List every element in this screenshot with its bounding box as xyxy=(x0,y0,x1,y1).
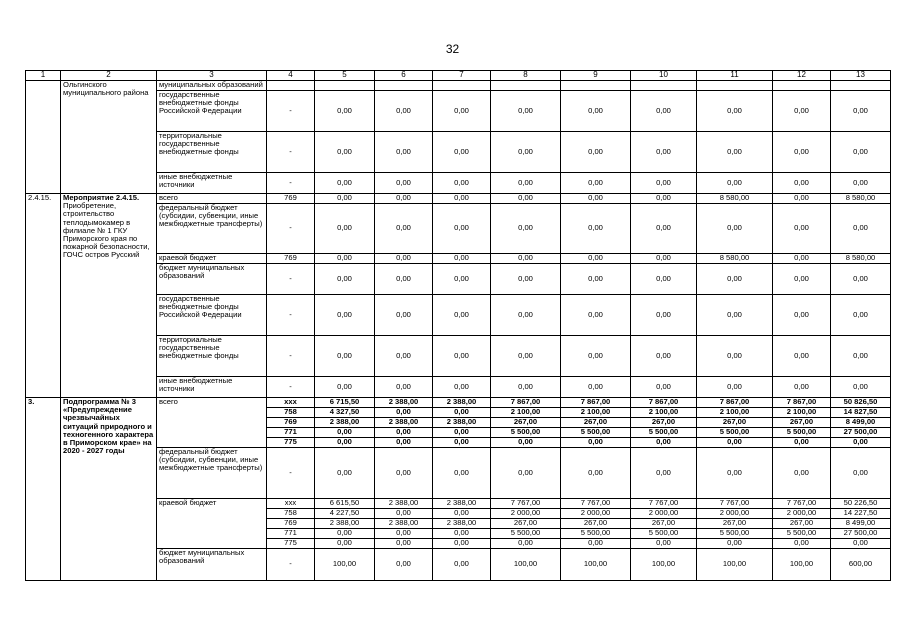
value-cell: 0,00 xyxy=(375,408,433,418)
value-cell: 0,00 xyxy=(315,132,375,173)
value-cell: 7 867,00 xyxy=(491,398,561,408)
value-cell: 0,00 xyxy=(315,254,375,264)
value-cell: 0,00 xyxy=(491,194,561,204)
value-cell: 0,00 xyxy=(773,438,831,448)
column-header: 10 xyxy=(631,71,697,81)
code-cell: ххх xyxy=(267,398,315,408)
value-cell: 0,00 xyxy=(561,91,631,132)
source-label: краевой бюджет xyxy=(157,254,267,264)
value-cell xyxy=(315,81,375,91)
value-cell: 2 388,00 xyxy=(433,398,491,408)
value-cell: 0,00 xyxy=(375,428,433,438)
value-cell: 267,00 xyxy=(561,418,631,428)
row-number: 3. xyxy=(26,398,61,581)
value-cell: 5 500,00 xyxy=(631,428,697,438)
value-cell: 0,00 xyxy=(831,448,891,499)
value-cell: 0,00 xyxy=(697,264,773,295)
code-cell: 769 xyxy=(267,194,315,204)
value-cell: 0,00 xyxy=(433,264,491,295)
value-cell: 2 100,00 xyxy=(631,408,697,418)
column-header: 11 xyxy=(697,71,773,81)
value-cell: 0,00 xyxy=(773,377,831,398)
value-cell: 0,00 xyxy=(491,204,561,254)
value-cell: 0,00 xyxy=(773,336,831,377)
value-cell: 0,00 xyxy=(831,132,891,173)
value-cell: 0,00 xyxy=(375,549,433,581)
column-header: 6 xyxy=(375,71,433,81)
value-cell: 0,00 xyxy=(315,295,375,336)
value-cell: 0,00 xyxy=(375,529,433,539)
column-header: 5 xyxy=(315,71,375,81)
value-cell: 0,00 xyxy=(773,264,831,295)
value-cell: 8 499,00 xyxy=(831,418,891,428)
value-cell: 2 000,00 xyxy=(491,509,561,519)
value-cell: 2 100,00 xyxy=(773,408,831,418)
table-row xyxy=(26,81,891,91)
value-cell: 0,00 xyxy=(433,539,491,549)
code-cell: - xyxy=(267,264,315,295)
value-cell: 0,00 xyxy=(773,132,831,173)
value-cell: 0,00 xyxy=(433,438,491,448)
value-cell: 0,00 xyxy=(375,377,433,398)
value-cell: 7 867,00 xyxy=(561,398,631,408)
value-cell: 5 500,00 xyxy=(773,428,831,438)
value-cell: 267,00 xyxy=(631,418,697,428)
value-cell: 0,00 xyxy=(315,438,375,448)
code-cell: - xyxy=(267,173,315,194)
value-cell: 0,00 xyxy=(561,254,631,264)
value-cell: 0,00 xyxy=(773,194,831,204)
value-cell xyxy=(375,81,433,91)
value-cell: 0,00 xyxy=(697,204,773,254)
value-cell: 600,00 xyxy=(831,549,891,581)
header-row xyxy=(26,71,891,81)
value-cell: 2 388,00 xyxy=(433,519,491,529)
value-cell: 0,00 xyxy=(433,408,491,418)
source-label: всего xyxy=(157,398,267,448)
value-cell: 0,00 xyxy=(433,295,491,336)
value-cell: 0,00 xyxy=(561,173,631,194)
value-cell xyxy=(433,81,491,91)
column-header: 7 xyxy=(433,71,491,81)
value-cell: 0,00 xyxy=(433,254,491,264)
value-cell xyxy=(697,81,773,91)
value-cell: 0,00 xyxy=(491,438,561,448)
code-cell: 758 xyxy=(267,408,315,418)
value-cell: 0,00 xyxy=(315,91,375,132)
value-cell: 5 500,00 xyxy=(773,529,831,539)
value-cell: 267,00 xyxy=(773,418,831,428)
value-cell: 0,00 xyxy=(697,377,773,398)
value-cell: 0,00 xyxy=(561,438,631,448)
value-cell: 2 100,00 xyxy=(491,408,561,418)
value-cell: 7 867,00 xyxy=(773,398,831,408)
value-cell: 0,00 xyxy=(375,539,433,549)
code-cell: 771 xyxy=(267,529,315,539)
source-label: федеральный бюджет (субсидии, субвенции, иные межбюджетные трансферты) xyxy=(157,448,267,499)
value-cell: 0,00 xyxy=(491,336,561,377)
table-row xyxy=(26,194,891,204)
value-cell xyxy=(631,81,697,91)
value-cell: 0,00 xyxy=(831,377,891,398)
value-cell: 0,00 xyxy=(375,132,433,173)
source-label: муниципальных образований xyxy=(157,81,267,91)
value-cell: 0,00 xyxy=(773,295,831,336)
value-cell: 7 867,00 xyxy=(631,398,697,408)
value-cell: 8 580,00 xyxy=(831,254,891,264)
value-cell: 0,00 xyxy=(561,132,631,173)
value-cell: 0,00 xyxy=(315,428,375,438)
value-cell: 0,00 xyxy=(561,204,631,254)
code-cell: - xyxy=(267,204,315,254)
value-cell: 0,00 xyxy=(831,336,891,377)
source-label: краевой бюджет xyxy=(157,499,267,549)
code-cell: - xyxy=(267,448,315,499)
value-cell: 0,00 xyxy=(375,336,433,377)
column-header: 12 xyxy=(773,71,831,81)
value-cell: 0,00 xyxy=(491,173,561,194)
value-cell: 0,00 xyxy=(631,91,697,132)
value-cell: 0,00 xyxy=(697,448,773,499)
code-cell: 758 xyxy=(267,509,315,519)
value-cell: 2 000,00 xyxy=(773,509,831,519)
code-cell: 775 xyxy=(267,438,315,448)
row-number xyxy=(26,81,61,194)
value-cell: 27 500,00 xyxy=(831,428,891,438)
value-cell: 0,00 xyxy=(375,448,433,499)
value-cell: 0,00 xyxy=(491,448,561,499)
value-cell: 0,00 xyxy=(433,91,491,132)
value-cell: 0,00 xyxy=(375,438,433,448)
value-cell: 0,00 xyxy=(433,428,491,438)
value-cell: 14 827,50 xyxy=(831,408,891,418)
code-cell: - xyxy=(267,377,315,398)
value-cell: 0,00 xyxy=(433,529,491,539)
value-cell: 0,00 xyxy=(375,173,433,194)
value-cell: 0,00 xyxy=(831,91,891,132)
value-cell: 0,00 xyxy=(433,448,491,499)
value-cell: 6 615,50 xyxy=(315,499,375,509)
item-title: Мероприятие 2.4.15. xyxy=(63,193,140,202)
value-cell xyxy=(773,81,831,91)
value-cell: 2 388,00 xyxy=(375,499,433,509)
value-cell: 267,00 xyxy=(697,519,773,529)
source-label: территориальные государственные внебюджетные фонды xyxy=(157,132,267,173)
value-cell: 0,00 xyxy=(631,336,697,377)
source-label: территориальные государственные внебюджетные фонды xyxy=(157,336,267,377)
column-header: 1 xyxy=(26,71,61,81)
value-cell xyxy=(491,81,561,91)
source-label: государственные внебюджетные фонды Российской Федерации xyxy=(157,295,267,336)
value-cell: 7 767,00 xyxy=(491,499,561,509)
value-cell: 7 767,00 xyxy=(631,499,697,509)
value-cell: 0,00 xyxy=(491,132,561,173)
code-cell: - xyxy=(267,549,315,581)
value-cell: 0,00 xyxy=(631,448,697,499)
value-cell: 2 388,00 xyxy=(433,499,491,509)
page-number: 32 xyxy=(445,42,460,56)
value-cell: 0,00 xyxy=(315,173,375,194)
value-cell: 0,00 xyxy=(631,264,697,295)
column-header: 3 xyxy=(157,71,267,81)
value-cell: 8 580,00 xyxy=(697,254,773,264)
source-label: иные внебюджетные источники xyxy=(157,173,267,194)
source-label: всего xyxy=(157,194,267,204)
value-cell: 0,00 xyxy=(433,336,491,377)
value-cell: 0,00 xyxy=(561,377,631,398)
value-cell: 0,00 xyxy=(561,448,631,499)
item-name: Ольгинского муниципального района xyxy=(61,81,157,194)
value-cell: 0,00 xyxy=(433,204,491,254)
source-label: бюджет муниципальных образований xyxy=(157,549,267,581)
value-cell: 267,00 xyxy=(697,418,773,428)
value-cell: 0,00 xyxy=(375,509,433,519)
value-cell: 0,00 xyxy=(561,194,631,204)
source-label: иные внебюджетные источники xyxy=(157,377,267,398)
value-cell: 0,00 xyxy=(561,336,631,377)
value-cell: 0,00 xyxy=(831,295,891,336)
value-cell: 2 388,00 xyxy=(375,519,433,529)
value-cell: 2 000,00 xyxy=(561,509,631,519)
code-cell: - xyxy=(267,336,315,377)
value-cell: 7 867,00 xyxy=(697,398,773,408)
value-cell: 0,00 xyxy=(773,91,831,132)
value-cell: 0,00 xyxy=(315,377,375,398)
value-cell: 0,00 xyxy=(375,194,433,204)
value-cell: 0,00 xyxy=(315,529,375,539)
value-cell: 267,00 xyxy=(631,519,697,529)
value-cell: 267,00 xyxy=(491,519,561,529)
value-cell: 100,00 xyxy=(561,549,631,581)
code-cell: - xyxy=(267,295,315,336)
source-label: федеральный бюджет (субсидии, субвенции, иные межбюджетные трансферты) xyxy=(157,204,267,254)
value-cell: 0,00 xyxy=(773,254,831,264)
value-cell: 2 388,00 xyxy=(433,418,491,428)
value-cell: 50 226,50 xyxy=(831,499,891,509)
value-cell: 0,00 xyxy=(375,204,433,254)
value-cell: 0,00 xyxy=(697,336,773,377)
value-cell: 5 500,00 xyxy=(491,428,561,438)
value-cell: 2 000,00 xyxy=(631,509,697,519)
value-cell: 7 767,00 xyxy=(561,499,631,509)
value-cell: 2 388,00 xyxy=(375,418,433,428)
value-cell: 0,00 xyxy=(831,173,891,194)
code-cell: 775 xyxy=(267,539,315,549)
value-cell: 100,00 xyxy=(697,549,773,581)
value-cell: 0,00 xyxy=(491,264,561,295)
value-cell: 0,00 xyxy=(631,194,697,204)
code-cell: 769 xyxy=(267,519,315,529)
source-label: бюджет муниципальных образований xyxy=(157,264,267,295)
value-cell: 0,00 xyxy=(631,132,697,173)
value-cell: 4 227,50 xyxy=(315,509,375,519)
budget-table xyxy=(25,70,891,581)
value-cell: 0,00 xyxy=(697,438,773,448)
value-cell: 0,00 xyxy=(697,295,773,336)
table-row xyxy=(26,398,891,408)
value-cell: 4 327,50 xyxy=(315,408,375,418)
value-cell: 0,00 xyxy=(491,254,561,264)
value-cell: 267,00 xyxy=(491,418,561,428)
item-name: Подпрограмма № 3 «Предупреждение чрезвычайных ситуаций природного и техногенного характера в Приморском крае» на 2020 - 2027 годы xyxy=(61,398,157,581)
value-cell: 267,00 xyxy=(561,519,631,529)
code-cell xyxy=(267,81,315,91)
value-cell: 0,00 xyxy=(375,295,433,336)
column-header: 13 xyxy=(831,71,891,81)
value-cell: 0,00 xyxy=(631,377,697,398)
value-cell: 0,00 xyxy=(315,204,375,254)
value-cell: 0,00 xyxy=(631,438,697,448)
value-cell: 0,00 xyxy=(773,448,831,499)
value-cell: 0,00 xyxy=(773,539,831,549)
row-number: 2.4.15. xyxy=(26,194,61,398)
value-cell: 0,00 xyxy=(697,132,773,173)
value-cell: 5 500,00 xyxy=(561,529,631,539)
value-cell: 0,00 xyxy=(697,539,773,549)
value-cell: 2 000,00 xyxy=(697,509,773,519)
value-cell: 5 500,00 xyxy=(697,428,773,438)
value-cell: 5 500,00 xyxy=(697,529,773,539)
value-cell: 8 580,00 xyxy=(697,194,773,204)
value-cell: 0,00 xyxy=(773,204,831,254)
value-cell: 8 499,00 xyxy=(831,519,891,529)
value-cell: 100,00 xyxy=(773,549,831,581)
value-cell: 0,00 xyxy=(831,204,891,254)
value-cell: 0,00 xyxy=(561,264,631,295)
item-name xyxy=(61,194,157,398)
value-cell: 0,00 xyxy=(433,549,491,581)
code-cell: 769 xyxy=(267,254,315,264)
value-cell: 0,00 xyxy=(631,173,697,194)
value-cell: 0,00 xyxy=(631,204,697,254)
value-cell: 100,00 xyxy=(491,549,561,581)
value-cell: 2 388,00 xyxy=(315,418,375,428)
value-cell: 2 100,00 xyxy=(561,408,631,418)
column-header: 2 xyxy=(61,71,157,81)
value-cell: 7 767,00 xyxy=(773,499,831,509)
value-cell: 0,00 xyxy=(315,448,375,499)
value-cell: 5 500,00 xyxy=(631,529,697,539)
value-cell: 100,00 xyxy=(631,549,697,581)
value-cell: 0,00 xyxy=(315,539,375,549)
item-description: Приобретение, строительство теплодымокамер в филиале № 1 ГКУ Приморского края по пожарной безопасности, ГОЧС остров Русский xyxy=(63,201,150,260)
value-cell xyxy=(561,81,631,91)
value-cell: 0,00 xyxy=(433,132,491,173)
value-cell: 0,00 xyxy=(433,509,491,519)
column-header: 9 xyxy=(561,71,631,81)
code-cell: 769 xyxy=(267,418,315,428)
value-cell: 100,00 xyxy=(315,549,375,581)
column-header: 8 xyxy=(491,71,561,81)
code-cell: ххх xyxy=(267,499,315,509)
value-cell: 0,00 xyxy=(831,539,891,549)
value-cell: 0,00 xyxy=(491,377,561,398)
value-cell: 0,00 xyxy=(491,295,561,336)
code-cell: - xyxy=(267,132,315,173)
value-cell: 8 580,00 xyxy=(831,194,891,204)
value-cell: 0,00 xyxy=(831,438,891,448)
value-cell: 0,00 xyxy=(631,254,697,264)
code-cell: 771 xyxy=(267,428,315,438)
value-cell: 0,00 xyxy=(773,173,831,194)
value-cell: 0,00 xyxy=(491,91,561,132)
value-cell: 267,00 xyxy=(773,519,831,529)
value-cell: 0,00 xyxy=(697,173,773,194)
value-cell: 2 388,00 xyxy=(315,519,375,529)
value-cell: 2 100,00 xyxy=(697,408,773,418)
value-cell: 0,00 xyxy=(375,264,433,295)
value-cell: 5 500,00 xyxy=(491,529,561,539)
value-cell: 0,00 xyxy=(375,254,433,264)
value-cell: 0,00 xyxy=(631,539,697,549)
value-cell xyxy=(831,81,891,91)
source-label: государственные внебюджетные фонды Российской Федерации xyxy=(157,91,267,132)
value-cell: 0,00 xyxy=(375,91,433,132)
value-cell: 0,00 xyxy=(631,295,697,336)
value-cell: 0,00 xyxy=(561,539,631,549)
column-header: 4 xyxy=(267,71,315,81)
value-cell: 2 388,00 xyxy=(375,398,433,408)
value-cell: 7 767,00 xyxy=(697,499,773,509)
value-cell: 0,00 xyxy=(315,264,375,295)
value-cell: 0,00 xyxy=(433,377,491,398)
value-cell: 0,00 xyxy=(315,194,375,204)
value-cell: 6 715,50 xyxy=(315,398,375,408)
value-cell: 27 500,00 xyxy=(831,529,891,539)
value-cell: 0,00 xyxy=(433,173,491,194)
code-cell: - xyxy=(267,91,315,132)
value-cell: 0,00 xyxy=(491,539,561,549)
value-cell: 14 227,50 xyxy=(831,509,891,519)
value-cell: 50 826,50 xyxy=(831,398,891,408)
value-cell: 5 500,00 xyxy=(561,428,631,438)
value-cell: 0,00 xyxy=(561,295,631,336)
value-cell: 0,00 xyxy=(315,336,375,377)
value-cell: 0,00 xyxy=(697,91,773,132)
value-cell: 0,00 xyxy=(831,264,891,295)
value-cell: 0,00 xyxy=(433,194,491,204)
